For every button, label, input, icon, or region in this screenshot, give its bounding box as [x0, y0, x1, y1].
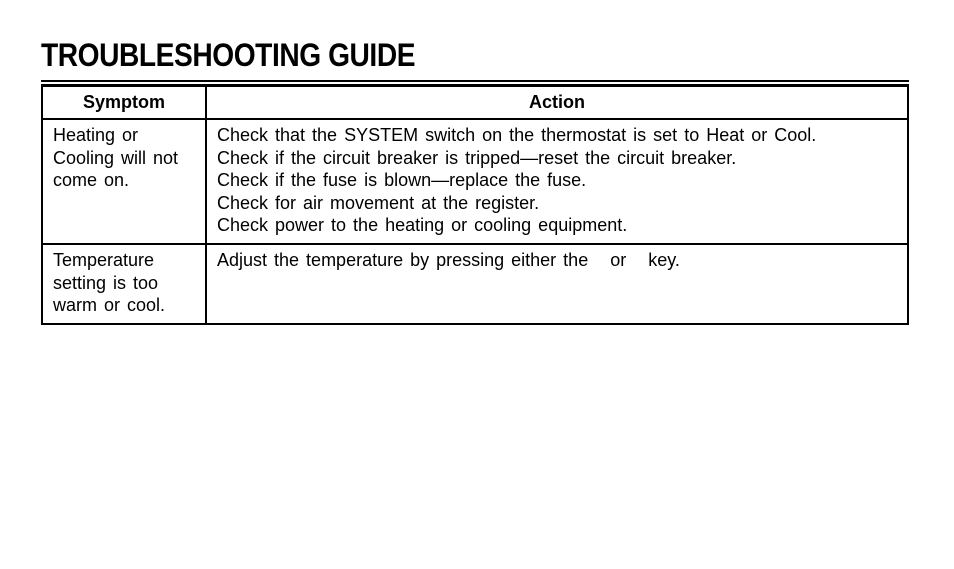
symptom-text-line: come on. — [53, 170, 130, 190]
action-text-before-key: Adjust the temperature by pressing either the — [217, 250, 589, 270]
troubleshooting-table — [41, 85, 909, 325]
action-cell — [206, 119, 908, 244]
action-text-line: Check if the fuse is blown—replace the fuse. — [217, 170, 587, 190]
action-text-line: Check for air movement at the register. — [217, 192, 540, 213]
action-text-line: Check if the circuit breaker is tripped—reset the circuit breaker. — [217, 147, 737, 168]
table-row — [42, 244, 908, 324]
action-text-or: or — [610, 250, 627, 270]
action-text-after-key: key. — [648, 250, 680, 270]
symptom-column-header: Symptom — [42, 86, 206, 119]
symptom-text-line: Temperature — [53, 250, 155, 270]
action-text-line: Check that the SYSTEM switch on the thermostat is set to Heat or Cool. — [217, 125, 817, 145]
action-cell — [206, 244, 908, 324]
symptom-text-line: setting is too — [53, 272, 159, 293]
page-title: TROUBLESHOOTING GUIDE — [41, 37, 416, 73]
symptom-text-line: Heating or — [53, 125, 139, 145]
table-header-row — [42, 86, 908, 119]
action-column-header: Action — [206, 86, 908, 119]
symptom-cell — [42, 244, 206, 324]
table-row — [42, 119, 908, 244]
symptom-text-line: Cooling will not — [53, 147, 179, 168]
symptom-cell — [42, 119, 206, 244]
title-rule-thick — [41, 80, 909, 82]
action-text-line — [217, 249, 899, 272]
symptom-text-line: warm or cool. — [53, 295, 166, 315]
action-text-line: Check power to the heating or cooling equipment. — [217, 215, 628, 235]
